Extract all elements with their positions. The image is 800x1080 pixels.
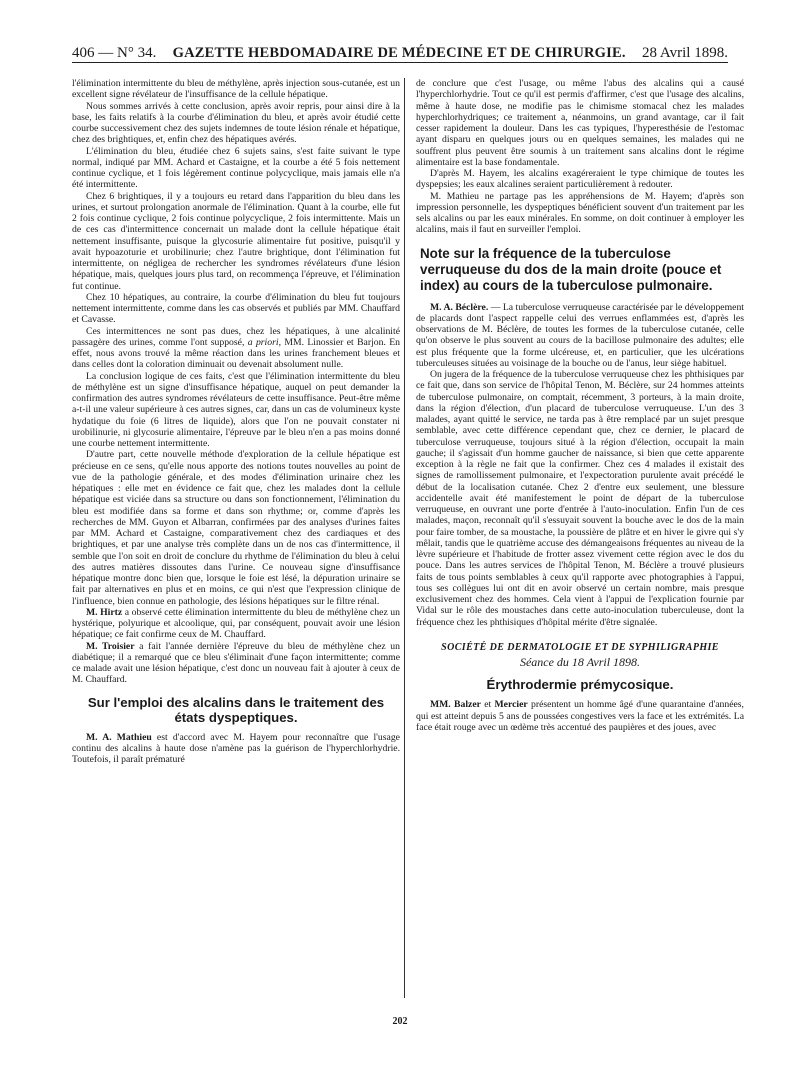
paragraph: de conclure que c'est l'usage, ou même l'abus des alcalins qui a causé l'hyperchlorhydrie. Tout ce qu'il est permis d'affirmer, c'est que l'usage des alcalins, même à haute dose, ne modifie pas le chimisme stomacal chez les malades hyperchlorhydriques; ce traitement a, néanmoins, un grand avantage, car il fait cesser rapidement la douleur. Dans les cas typiques, l'hyperesthésie de l'estomac ayant disparu en quelques jours ou en quelques semaines, les malades qui ne souffrent plus peuvent être soumis à un traitement sans alcalins dont le régime alimentaire est la base fondamentale. — [416, 78, 744, 168]
column-divider — [404, 78, 405, 998]
paragraph — [72, 326, 400, 371]
paragraph: On jugera de la fréquence de la tuberculose verruqueuse chez les phthisiques par ce fait que, dans son service de l'hôpital Tenon, M. Béclère, sur 24 hommes atteints de tuberculose pulmonaire, on comptait, récemment, 3 porteurs, à la main droite, dans la région d'élection, d'un placard de tuberculose verruqueuse. L'un des 3 malades, ayant quitté le service, ne tarda pas à être remplacé par un sujet presque semblable, avec cette différence cependant que, chez ce dernier, le placard de tuberculose verruqueuse, toujours situé à la région d'élection, occupait la main gauche; il s'agissait d'un homme gaucher de naissance, si bien que cette apparente exception à la règle ne fait que la confirmer. Chez ces 4 malades il existait des signes de ramollissement pulmonaire, et l'expectoration purulente avait précédé le début de la localisation cutanée. Chez 2 d'entre eux seulement, une blessure accidentelle avait été manifestement le point de départ de la tuberculose verruqueuse, en ouvrant une porte d'entrée à l'auto-inoculation. Enfin l'un de ces malades, maçon, reconnaît qu'il s'essuyait souvent la bouche avec le dos de la main pour faire tomber, de sa moustache, la poussière de plâtre et en hiver le givre qui s'y mêlait, tandis que le quatrième accuse des démangeaisons fréquentes au niveau de la lèvre supérieure et l'habitude de frotter assez vivement cette région avec le dos du pouce. Dans les autres services de l'hôpital Tenon, M. Béclère a trouvé plusieurs faits de tous points semblables à ceux qu'il rapporte avec photographies à l'appui, tous ses collègues lui ont dit en avoir observé un certain nombre, mais presque exclusivement chez des hommes. Cela vient à l'appui de l'explication fournie par Vidal sur le rôle des moustaches dans cette auto-inoculation tuberculeuse, dont la fréquence chez les phthisiques d'hôpital mérite d'être signalée. — [416, 369, 744, 628]
paragraph: Chez 10 hépatiques, au contraire, la courbe d'élimination du bleu fut toujours nettement intermittente, comme dans les cas observés et publiés par MM. Chauffard et Cavasse. — [72, 291, 400, 326]
right-column — [416, 78, 744, 733]
paragraph-text: est d'accord avec M. Hayem pour reconnaître que l'usage continu des alcalins à haute dose n'amène pas la guérison de l'hyperchlorhydrie. Toutefois, il paraît prématuré — [72, 731, 400, 765]
paragraph: D'après M. Hayem, les alcalins exagéreraient le type chimique de toutes les dyspepsies; les eaux alcalines seraient particulièrement à redouter. — [416, 168, 744, 191]
section-heading: Sur l'emploi des alcalins dans le traitement des états dyspeptiques. — [87, 694, 385, 725]
paragraph: Chez 6 brightiques, il y a toujours eu retard dans l'apparition du bleu dans les urines, et surtout prolongation anormale de l'élimination. Quant à la courbe, elle fut 2 fois continue cyclique, 2 fois continue polycyclique, 2 fois intermittente. Mais un de ces cas d'intermittence concernait un malade dont la cellule hépatique était nettement insuffisante, puisque la glycosurie alimentaire fut positive, puisqu'il y avait hypoazoturie et urobilinurie; chez l'autre brightique, dont l'élimination fut intermittente, on négligea de rechercher les syndromes révélateurs d'une lésion hépatique, mais, quelques jours plus tard, on recommença l'épreuve, et l'élimination fut continue. — [72, 190, 400, 292]
left-column — [72, 78, 400, 765]
section-heading: Érythrodermie prémycosique. — [486, 677, 674, 693]
issue-date: 28 Avril 1898. — [642, 45, 728, 61]
paragraph-text: a observé cette élimination intermittente du bleu de méthylène chez un hystérique, polyurique et alcoolique, qui, par conséquent, pouvait avoir une lésion hépatique; ce fait confirme ceux de M. Chauffard. — [72, 606, 400, 641]
page-header — [72, 40, 728, 63]
session-date: Séance du 18 Avril 1898. — [519, 655, 641, 669]
paragraph: l'élimination intermittente du bleu de méthylène, après injection sous-cutanée, est un excellent signe révélateur de l'insuffisance de la cellule hépatique. — [72, 78, 400, 101]
paragraph-text: Ces intermittences ne sont pas dues, chez les hépatiques, à une alcalinité passagère des urines, comme l'ont supposé, — [72, 325, 400, 348]
paragraph-text: a fait l'année dernière l'épreuve du bleu de méthylène chez un diabétique; il a remarqué que ce bleu s'éliminait d'une façon intermittente; comme ce malade avait une lésion hépatique, c'est donc un nouveau fait à ajouter à ceux de M. Chauffard. — [72, 640, 400, 686]
speaker-name: M. A. Mathieu — [86, 731, 152, 743]
journal-title: GAZETTE HEBDOMADAIRE DE MÉDECINE ET DE CHIRURGIE. — [172, 45, 626, 61]
speaker-name: M. A. Béclère. — [430, 301, 489, 313]
paragraph-text: présentent un homme âgé d'une quarantaine d'années, qui est atteint depuis 5 ans de poussées congestives vers la face et les extrémités. La face était rouge avec un œdème très accentué des paupières et des joues, avec — [416, 699, 744, 733]
paragraph: D'autre part, cette nouvelle méthode d'exploration de la cellule hépatique est précieuse en ce sens, qu'elle nous apporte des notions toutes nouvelles au point de vue de la pathologie générale, et des modes d'élimination urinaire chez les hépatiques : elle met en évidence ce fait que, chez les malades dont la cellule hépatique est viciée dans sa structure ou dans son fonctionnement, l'élimination du bleu est modifiée dans sa forme et dans son rhythme; or, comme d'après les recherches de MM. Guyon et Albarran, confirmées par des analyses d'urines faites par MM. Achard et Castaigne, comparativement chez des cardiaques et des brightiques, et par une analyse très complète dans un de nos cas d'intermittence, il semble que l'on soit en droit de conclure du rhythme de l'élimination du bleu à celui des autres matières dissoutes dans l'urine. Ce nouveau signe d'insuffisance hépatique montre donc bien que, lorsque le foie est lésé, la dépuration urinaire se fait par alternatives en plus et en moins, ce qui n'est que l'expression clinique de l'influence, bien connue en pathologie, des lésions hépatiques sur le filtre rénal. — [72, 449, 400, 607]
speaker-name: M. Troisier — [86, 640, 135, 652]
paragraph-text: , MM. Linossier et Barjon. En effet, nous avons trouvé la même réaction dans les urines franchement bleues et dans celles dont la coloration diminuait ou devenait absolument nulle. — [72, 336, 400, 371]
paragraph — [416, 699, 744, 733]
paragraph — [72, 641, 400, 686]
section-heading: Note sur la fréquence de la tuberculose verruqueuse du dos de la main droite (pouce et index) au cours de la tuberculose pulmonaire. — [420, 245, 722, 293]
paragraph: M. Mathieu ne partage pas les appréhensions de M. Hayem; d'après son impression personnelle, les dyspeptiques bénéficient souvent d'un traitement par les sels alcalins ou par les eaux minérales. En somme, on doit continuer à employer les alcalins, mais il faut en surveiller l'emploi. — [416, 190, 744, 236]
speaker-name: MM. Balzer — [430, 699, 481, 711]
society-heading: SOCIÉTÉ DE DERMATOLOGIE ET DE SYPHILIGRAPHIE — [441, 641, 719, 653]
speaker-name: M. Hirtz — [86, 606, 123, 618]
paragraph — [72, 607, 400, 641]
italic-phrase: a priori — [247, 336, 279, 348]
paragraph: La conclusion logique de ces faits, c'est que l'élimination intermittente du bleu de méthylène est un signe d'insuffisance hépatique, auquel on peut demander la confirmation des autres syndromes révélateurs de cette insuffisance. Peut-être même a-t-il une valeur supérieure à ces autres signes, car, dans un cas de volumineux kyste hydatique du foie (6 litres de liquide), alors que l'on ne pouvait constater ni urobilinurie, ni glycosurie alimentaire, l'épreuve par le bleu n'en a pas moins donné une courbe nettement intermittente. — [72, 370, 400, 449]
page-number: 202 — [392, 1016, 408, 1027]
paragraph-text: et — [480, 699, 495, 711]
paragraph: Nous sommes arrivés à cette conclusion, après avoir repris, pour ainsi dire à la base, les faits relatifs à la courbe d'élimination du bleu, et après avoir étudié cette courbe successivement chez des sujets indemnes de toute lésion rénale et hépatique, chez des brightiques, et, enfin chez des hépatiques avérés. — [72, 100, 400, 146]
speaker-name: Mercier — [494, 699, 528, 711]
paragraph — [72, 732, 400, 766]
paragraph: L'élimination du bleu, étudiée chez 6 sujets sains, s'est faite suivant le type normal, indiqué par MM. Achard et Castaigne, et la courbe a été 5 fois nettement continue cyclique, et 1 fois légèrement continue polycyclique, mais jamais elle n'a été intermittente. — [72, 145, 400, 191]
paragraph-text: — La tuberculose verruqueuse caractérisée par le développement de placards dont l'aspect rappelle celui des verrues enflammées est, d'après les observations de M. Béclère, de toutes les formes de la tuberculose cutanée, celle qu'on observe le plus souvent au cours de la bacillose pulmonaire des adultes; elle est plus fréquente que la forme ulcéreuse, et, en particulier, que les ulcérations tuberculeuses situées au voisinage de la bouche ou de l'anus, leur siège habituel. — [416, 301, 744, 369]
page-reference: 406 — N° 34. — [72, 45, 157, 61]
paragraph — [416, 302, 744, 370]
